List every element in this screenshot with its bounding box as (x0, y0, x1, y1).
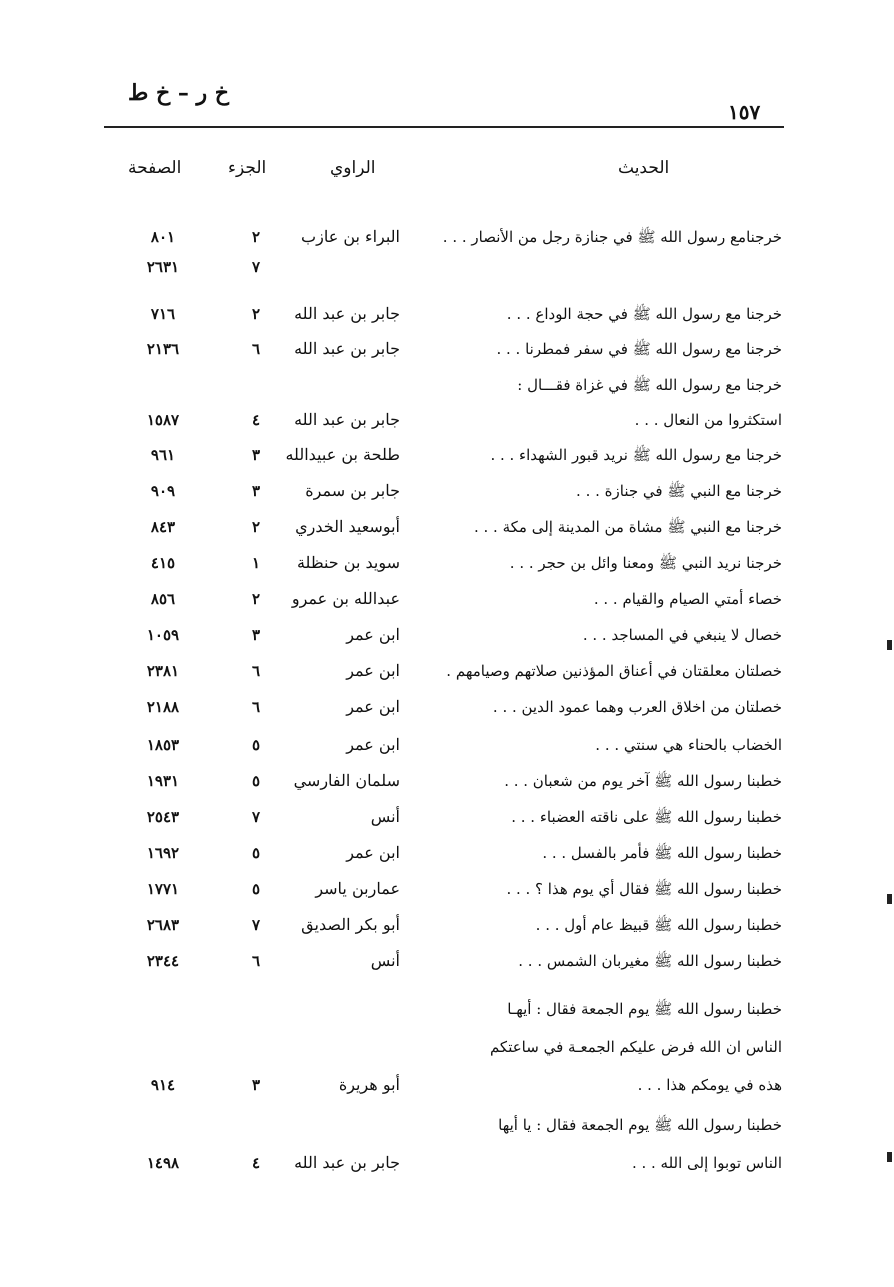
table-row (0, 944, 894, 978)
hadith-text: خطبنا رسول الله ﷺ فقال أي يوم هذا ؟ . . . (506, 880, 782, 898)
juz-number (244, 1030, 268, 1064)
hadith-text: خصال لا ينبغي في المساجد . . . (582, 626, 782, 644)
hadith-text: الناس ان الله فرض عليكم الجمعـة في ساعتكم (489, 1038, 782, 1056)
table-row (0, 332, 894, 366)
narrator-name: ابن عمر (346, 661, 400, 680)
table-row (0, 1030, 894, 1064)
narrator-name (260, 1108, 400, 1142)
narrator-name: سلمان الفارسي (293, 771, 400, 790)
table-row (0, 546, 894, 580)
page-ref: ٨٥٦ (150, 590, 176, 608)
hadith-text: خطبنا رسول الله ﷺ فأمر بالفسل . . . (542, 844, 782, 862)
scan-edge-mark (887, 894, 892, 904)
table-row (0, 872, 894, 906)
column-header-page: الصفحة (128, 158, 182, 178)
juz-number: ٦ (251, 662, 261, 680)
narrator-name: عبدالله بن عمرو (291, 589, 400, 608)
table-row (0, 1068, 894, 1102)
narrator-name: سويد بن حنظلة (296, 553, 400, 572)
section-range-header: خ ر – خ ط (128, 80, 230, 106)
juz-number: ٢ (251, 590, 261, 608)
table-row (0, 654, 894, 688)
scan-edge-mark (887, 640, 892, 650)
juz-number (244, 1108, 268, 1142)
narrator-name: جابر بن سمرة (305, 481, 400, 500)
hadith-text: الخضاب بالحناء هي سنتي . . . (595, 736, 782, 754)
hadith-text: خرجنا نريد النبي ﷺ ومعنا وائل بن حجر . . . (509, 554, 782, 572)
hadith-text: خصلتان معلقتان في أعناق المؤذنين صلاتهم وصيامهم . (446, 662, 782, 680)
page-number: ١٥٧ (728, 100, 761, 124)
juz-number: ٢ (251, 305, 261, 323)
hadith-text: خطبنا رسول الله ﷺ قبيظ عام أول . . . (535, 916, 782, 934)
hadith-text: خصاء أمتي الصيام والقيام . . . (593, 590, 782, 608)
juz-number: ٤ (251, 411, 261, 429)
hadith-text: خرجنا مع النبي ﷺ مشاة من المدينة إلى مكة . . . (473, 518, 782, 536)
juz-number: ٧ (251, 258, 261, 276)
juz-number: ٦ (251, 698, 261, 716)
narrator-name: جابر بن عبد الله (294, 339, 400, 358)
hadith-text: خطبنا رسول الله ﷺ آخر يوم من شعبان . . . (504, 772, 782, 790)
column-header-narrator: الراوي (330, 158, 376, 178)
page-ref: ٨٤٣ (150, 518, 176, 536)
narrator-name: جابر بن عبد الله (294, 410, 400, 429)
narrator-name: ابن عمر (346, 697, 400, 716)
narrator-name: أبو هريرة (338, 1075, 400, 1094)
juz-number (244, 368, 268, 402)
narrator-name: ابن عمر (346, 735, 400, 754)
page-ref: ٩٠٩ (150, 482, 176, 500)
table-row (0, 510, 894, 544)
page-ref: ١٦٩٢ (146, 844, 180, 862)
hadith-text: خطبنا رسول الله ﷺ يوم الجمعة فقال : أيهـا (507, 1000, 782, 1018)
narrator-name: ابن عمر (346, 625, 400, 644)
page-ref: ٢٥٤٣ (146, 808, 180, 826)
table-row (0, 403, 894, 437)
page-ref: ٩١٤ (150, 1076, 176, 1094)
table-row (0, 836, 894, 870)
page-ref: ٢٣٨١ (146, 662, 180, 680)
column-header-juz: الجزء (228, 158, 267, 178)
table-row (0, 618, 894, 652)
page-ref: ٤١٥ (150, 554, 176, 572)
table-row (0, 992, 894, 1026)
hadith-text: هذه في يومكم هذا . . . (637, 1076, 782, 1094)
page-ref (128, 992, 198, 1026)
page-ref: ١٧٧١ (146, 880, 180, 898)
juz-number: ٣ (251, 482, 261, 500)
page-ref: ١٨٥٣ (146, 736, 180, 754)
table-row (0, 908, 894, 942)
juz-number: ٣ (251, 626, 261, 644)
page-ref (128, 1108, 198, 1142)
hadith-text: خطبنا رسول الله ﷺ على ناقته العضباء . . . (511, 808, 782, 826)
narrator-name: طلحة بن عبيدالله (285, 445, 400, 464)
juz-number: ٥ (251, 844, 261, 862)
table-row (0, 1146, 894, 1180)
hadith-text: خطبنا رسول الله ﷺ يوم الجمعة فقال : يا أيها (498, 1116, 782, 1134)
table-row (0, 297, 894, 331)
narrator-name: جابر بن عبد الله (294, 1153, 400, 1172)
juz-number: ٥ (251, 772, 261, 790)
hadith-text: خصلتان من اخلاق العرب وهما عمود الدين . . . (492, 698, 782, 716)
table-row (0, 764, 894, 798)
page-ref: ٢٦٣١ (146, 258, 180, 276)
juz-number: ٣ (251, 446, 261, 464)
narrator-name (260, 992, 400, 1026)
juz-number (244, 992, 268, 1026)
juz-number: ١ (251, 554, 261, 572)
table-row (0, 582, 894, 616)
narrator-name: عماربن ياسر (315, 879, 400, 898)
hadith-text: خرجنا مع رسول الله ﷺ في حجة الوداع . . . (506, 305, 782, 323)
juz-number: ٢ (251, 228, 261, 246)
table-row (0, 220, 894, 254)
narrator-name (260, 250, 400, 284)
page-ref: ١٤٩٨ (146, 1154, 180, 1172)
juz-number: ٧ (251, 916, 261, 934)
juz-number: ٤ (251, 1154, 261, 1172)
page-ref: ١٥٨٧ (146, 411, 180, 429)
page-ref: ٨٠١ (150, 228, 176, 246)
juz-number: ٦ (251, 340, 261, 358)
hadith-text (422, 250, 782, 284)
hadith-text: خرجنا مع رسول الله ﷺ في سفر فمطرنا . . . (496, 340, 782, 358)
hadith-text: استكثروا من النعال . . . (634, 411, 782, 429)
scan-edge-mark (887, 1152, 892, 1162)
table-row (0, 438, 894, 472)
narrator-name: أنس (370, 807, 400, 826)
juz-number: ٥ (251, 880, 261, 898)
narrator-name (260, 1030, 400, 1064)
narrator-name: أبو بكر الصديق (301, 915, 400, 934)
narrator-name: جابر بن عبد الله (294, 304, 400, 323)
hadith-text: خرجنا مع رسول الله ﷺ في غزاة فقـــال : (517, 376, 782, 394)
table-row (0, 250, 894, 284)
juz-number: ٧ (251, 808, 261, 826)
table-row (0, 1108, 894, 1142)
hadith-text: خرجنامع رسول الله ﷺ في جنازة رجل من الأنصار . . . (442, 228, 782, 246)
column-header-hadith: الحديث (618, 158, 670, 178)
page-ref: ٩٦١ (150, 446, 176, 464)
table-row (0, 800, 894, 834)
page-ref: ٢١٨٨ (146, 698, 180, 716)
page-ref (128, 1030, 198, 1064)
narrator-name: أبوسعيد الخدري (295, 517, 400, 536)
page-ref: ٧١٦ (150, 305, 176, 323)
narrator-name: أنس (370, 951, 400, 970)
table-row (0, 690, 894, 724)
juz-number: ٣ (251, 1076, 261, 1094)
page-ref: ٢٣٤٤ (146, 952, 180, 970)
page-ref: ٢١٣٦ (146, 340, 180, 358)
hadith-text: خرجنا مع رسول الله ﷺ نريد قبور الشهداء . . . (490, 446, 782, 464)
page-ref: ٢٦٨٣ (146, 916, 180, 934)
page-ref (128, 368, 198, 402)
table-row (0, 474, 894, 508)
table-row (0, 728, 894, 762)
hadith-text: الناس توبوا إلى الله . . . (631, 1154, 782, 1172)
juz-number: ٦ (251, 952, 261, 970)
page-ref: ١٩٣١ (146, 772, 180, 790)
juz-number: ٥ (251, 736, 261, 754)
narrator-name: البراء بن عازب (301, 227, 400, 246)
juz-number: ٢ (251, 518, 261, 536)
page-ref: ١٠٥٩ (146, 626, 180, 644)
hadith-text: خرجنا مع النبي ﷺ في جنازة . . . (576, 482, 782, 500)
narrator-name: ابن عمر (346, 843, 400, 862)
hadith-text: خطبنا رسول الله ﷺ مغيربان الشمس . . . (518, 952, 782, 970)
narrator-name (260, 368, 400, 402)
table-row (0, 368, 894, 402)
